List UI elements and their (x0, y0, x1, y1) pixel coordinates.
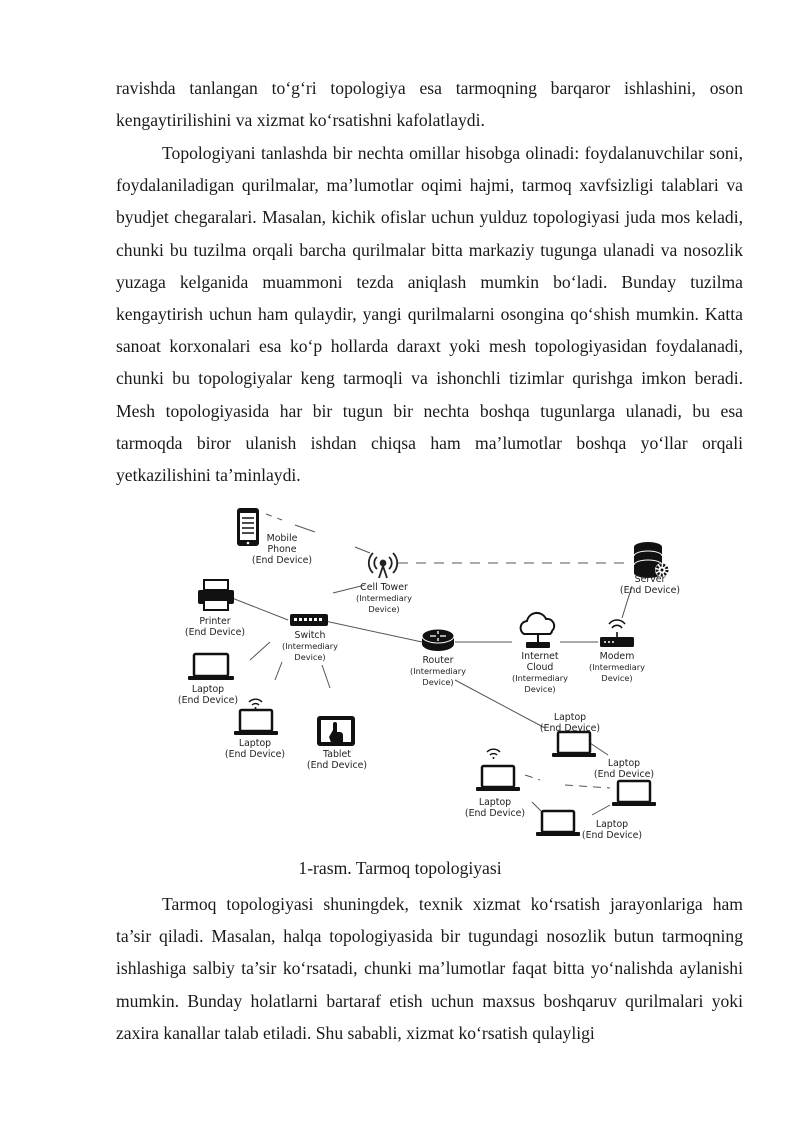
label-router (410, 655, 466, 688)
node-name: Router (422, 655, 454, 666)
label-laptop-4 (594, 758, 654, 780)
wireless-laptop-icon (476, 749, 520, 791)
cell-tower-icon (369, 553, 397, 578)
link-tablet-switch (322, 665, 330, 688)
node-name: Server (634, 574, 666, 585)
modem-icon (600, 620, 634, 647)
label-switch (282, 630, 338, 663)
label-modem (589, 651, 645, 684)
node-name-2: Cloud (526, 662, 554, 673)
label-cell-tower (356, 582, 412, 615)
figure-caption: 1-rasm. Tarmoq topologiyasi (298, 858, 502, 878)
node-role: (End Device) (184, 627, 246, 638)
node-name: Laptop (607, 758, 641, 769)
label-laptop-5 (465, 797, 525, 819)
switch-icon (290, 614, 328, 626)
node-role: (End Device) (464, 808, 526, 819)
cloud-icon (521, 613, 555, 648)
router-icon (422, 629, 454, 651)
node-role: (End Device) (251, 555, 313, 566)
node-role: (Intermediary (589, 662, 645, 672)
paragraph-1: ravishda tanlangan to‘g‘ri topologiya esa tarmoqning barqaror ishlashini, oson kengaytirilishini va xizmat ko‘rsatishni kafolatlaydi. (116, 78, 743, 131)
node-name: Laptop (595, 819, 629, 830)
paragraph-2: Topologiyani tanlashda bir nechta omillar hisobga olinadi: foydalanuvchilar soni, foydalaniladigan qurilmalar, ma’lumotlar oqimi hajmi, tarmoq xavfsizligi talablari va byudjet chegaralari. Masalan, kichik ofislar uchun yulduz topologiyasi juda mos keladi, chunki bu tuzilma orqali barcha qurilmalar bitta markaziy tugunga ulanadi va nosozlik yuzaga kelganida muammoni tezda aniqlash mumkin bo‘ladi. Bunday tuzilma kengaytirish uchun ham qulaydir, yangi qurilmalarni osongina qo‘shish mumkin. Katta sanoat korxonalari esa ko‘p hollarda daraxt yoki mesh topologiyasidan foydalanadi, chunki bu topologiyalar keng tarmoqli va ishonchli tizimlar qurishga imkon beradi. Mesh topologiyasida har bir tugun bir nechta boshqa tugunlarga ulanadi, bu esa tarmoqda biror ulanish ishdan chiqsa ham ma’lumotlar boshqa yo‘llar orqali yetkazilishini ta’minlaydi. (116, 143, 743, 486)
label-server (620, 574, 680, 596)
label-internet-cloud (512, 651, 568, 695)
node-name-2: Phone (267, 544, 297, 555)
node-role-2: Device) (422, 677, 454, 687)
link-mobile-tower-a (295, 525, 315, 532)
printer-icon (198, 580, 234, 610)
label-laptop-2 (225, 738, 285, 760)
tablet-icon (317, 716, 355, 746)
link-mobile-dash (266, 514, 282, 520)
node-role: (Intermediary (282, 641, 338, 651)
node-name: Printer (199, 616, 231, 627)
node-name: Laptop (238, 738, 272, 749)
label-laptop-3 (540, 712, 600, 734)
link-mobile-tower-b (355, 547, 370, 553)
node-name: Switch (294, 630, 326, 641)
node-role-2: Device) (524, 684, 556, 694)
laptop-icon (188, 654, 234, 680)
label-laptop-1 (178, 684, 238, 706)
server-icon (634, 542, 669, 578)
laptop-icon (612, 781, 656, 806)
node-role: (Intermediary (410, 666, 466, 676)
node-role: (End Device) (306, 760, 368, 771)
laptop-icon (536, 811, 580, 836)
label-printer (185, 616, 245, 638)
node-name: Mobile (266, 533, 298, 544)
node-role: (End Device) (581, 830, 643, 841)
node-name: Modem (599, 651, 635, 662)
link-laptop5-laptop6 (532, 802, 542, 812)
node-role-2: Device) (294, 652, 326, 662)
node-role-2: Device) (368, 604, 400, 614)
link-switch-router (325, 621, 422, 642)
node-name: Laptop (191, 684, 225, 695)
network-topology-figure (170, 500, 690, 850)
link-laptop1-switch (250, 642, 270, 660)
node-role: (End Device) (593, 769, 655, 780)
label-mobile-phone (252, 533, 312, 566)
node-role-2: Device) (601, 673, 633, 683)
node-name: Laptop (478, 797, 512, 808)
link-laptop5-laptop3 (525, 775, 540, 780)
link-laptop4-laptop6 (592, 805, 610, 815)
paragraph-3: Tarmoq topologiyasi shuningdek, texnik xizmat ko‘rsatish jarayonlariga ham ta’sir qiladi. Masalan, halqa topologiyasida bir tugundagi nosozlik butun tarmoqning ishlashiga salbiy ta’sir ko‘rsatadi, chunki ma’lumotlar faqat bitta yo‘nalishda aylanishi mumkin. Bunday holatlarni bartaraf etish uchun maxsus boshqaruv qurilmalari yoki zaxira kanallar talab etiladi. Shu sababli, xizmat ko‘rsatish qulayligi (116, 894, 743, 1043)
node-name: Cell Tower (360, 582, 408, 593)
label-tablet (307, 749, 367, 771)
node-role: (Intermediary (356, 593, 412, 603)
node-name: Tablet (323, 749, 351, 760)
link-laptop5-laptop4 (565, 785, 610, 788)
node-role: (End Device) (539, 723, 601, 734)
node-role: (Intermediary (512, 673, 568, 683)
wireless-laptop-icon (234, 699, 278, 735)
link-laptop2-switch (275, 662, 282, 680)
label-laptop-6 (582, 819, 642, 841)
laptop-icon (552, 732, 596, 757)
node-name: Internet (521, 651, 559, 662)
node-role: (End Device) (177, 695, 239, 706)
node-name: Laptop (553, 712, 587, 723)
node-role: (End Device) (224, 749, 286, 760)
node-role: (End Device) (619, 585, 681, 596)
